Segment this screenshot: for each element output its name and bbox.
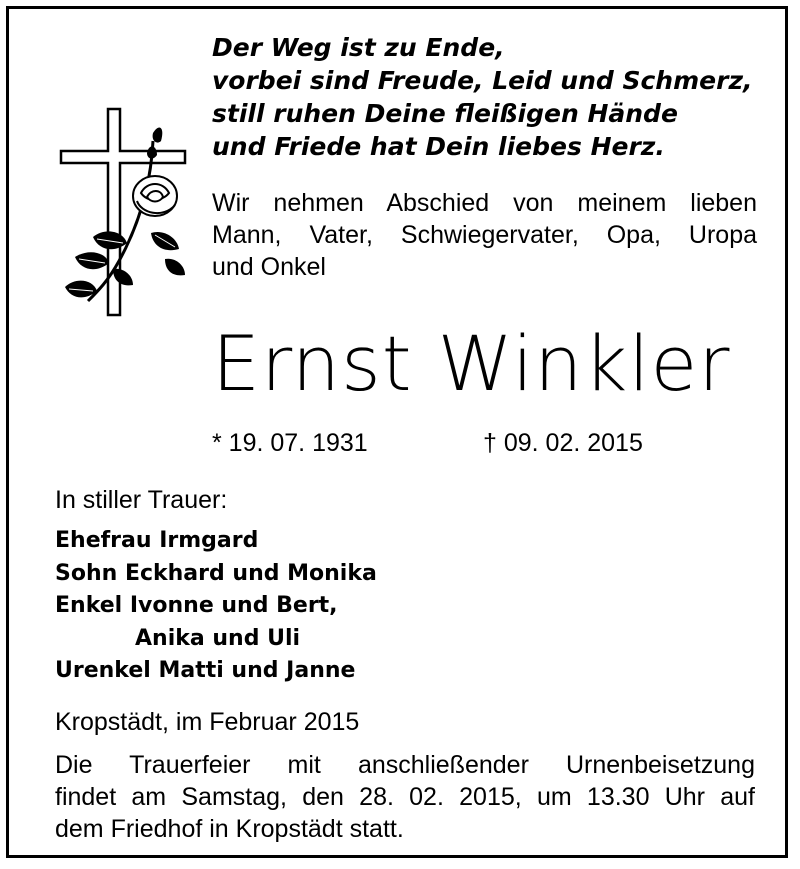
mourner-line: Sohn Eckhard und Monika xyxy=(55,560,377,586)
obituary-frame xyxy=(6,6,788,858)
place-and-date: Kropstädt, im Februar 2015 xyxy=(55,708,360,736)
funeral-line: findet am Samstag, den 28. 02. 2015, um 13.30 Uhr auf xyxy=(55,783,755,811)
verse-line: still ruhen Deine fleißigen Hände xyxy=(212,99,678,128)
funeral-notice xyxy=(55,749,755,845)
cross-with-rose-icon xyxy=(53,101,193,321)
funeral-line: dem Friedhof in Kropstädt statt. xyxy=(55,815,404,843)
verse-line: Der Weg ist zu Ende, xyxy=(212,33,505,62)
mourner-line: Enkel Ivonne und Bert, xyxy=(55,593,338,618)
intro-line: Wir nehmen Abschied von meinem lieben xyxy=(212,189,757,217)
intro-line: Mann, Vater, Schwiegervater, Opa, Uropa xyxy=(212,221,757,249)
mourner-line: Ehefrau Irmgard xyxy=(55,528,259,553)
mourner-line: Urenkel Matti und Janne xyxy=(55,658,356,683)
memorial-verse xyxy=(212,31,772,163)
deceased-name: Ernst Winkler xyxy=(212,319,731,408)
mourner-line: Anika und Uli xyxy=(135,625,301,651)
birth-date: * 19. 07. 1931 xyxy=(212,429,368,457)
obituary-content xyxy=(9,9,785,855)
mourners-list xyxy=(55,525,377,688)
verse-line: vorbei sind Freude, Leid und Schmerz, xyxy=(212,66,753,95)
life-dates xyxy=(212,425,732,461)
verse-line: und Friede hat Dein liebes Herz. xyxy=(212,132,665,161)
intro-line: und Onkel xyxy=(212,253,326,281)
mourning-label: In stiller Trauer: xyxy=(55,486,228,514)
funeral-line: Die Trauerfeier mit anschließender Urnenbeisetzung xyxy=(55,751,755,779)
farewell-intro xyxy=(212,187,757,283)
death-date: † 09. 02. 2015 xyxy=(483,429,643,457)
